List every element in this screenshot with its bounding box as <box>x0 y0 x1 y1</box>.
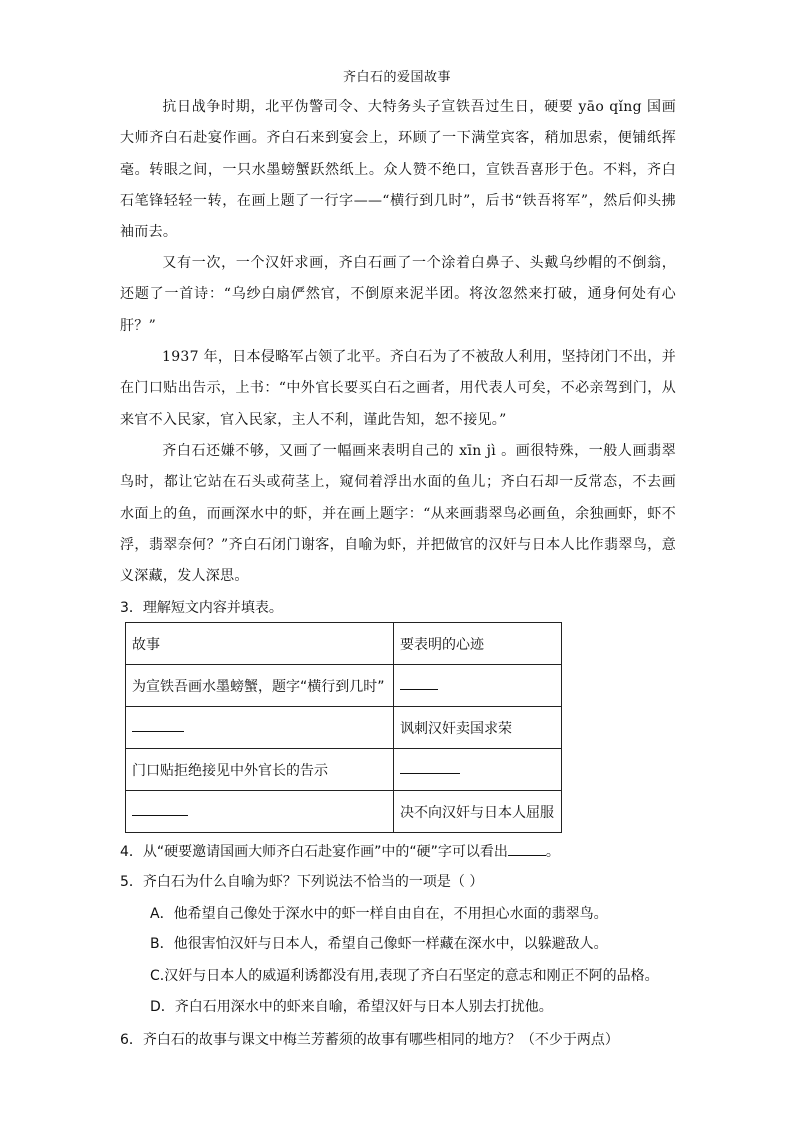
table-header-cell: 要表明的心迹 <box>394 623 562 665</box>
answer-blank-cell[interactable] <box>394 665 562 707</box>
story-paragraph <box>120 92 676 248</box>
table-row <box>126 665 562 707</box>
table-row <box>126 791 562 833</box>
table-header-row <box>126 623 562 665</box>
answer-blank-cell[interactable] <box>126 707 394 749</box>
story-paragraph <box>120 436 676 592</box>
answer-blank[interactable] <box>132 719 184 732</box>
question-4-end: 。 <box>545 844 560 860</box>
answer-table <box>125 622 562 833</box>
option-b[interactable]: B．他很害怕汉奸与日本人，希望自己像虾一样藏在深水中，以躲避敌人。 <box>150 936 608 952</box>
answer-blank[interactable] <box>508 843 546 856</box>
question-4 <box>120 842 560 862</box>
option-a[interactable]: A．他希望自己像处于深水中的虾一样自由自在，不用担心水面的翡翠鸟。 <box>150 906 608 922</box>
question-5: 5．齐白石为什么自喻为虾？下列说法不恰当的一项是（ ） <box>120 874 484 890</box>
option-d[interactable]: D．齐白石用深水中的虾来自喻，希望汉奸与日本人别去打扰他。 <box>150 999 553 1015</box>
story-cell: 门口贴拒绝接见中外官长的告示 <box>126 749 394 791</box>
question-3: 3．理解短文内容并填表。 <box>120 600 283 616</box>
option-c[interactable]: C.汉奸与日本人的威逼利诱都没有用,表现了齐白石坚定的意志和刚正不阿的品格。 <box>150 968 659 984</box>
table-header-cell: 故事 <box>126 623 394 665</box>
answer-blank-cell[interactable] <box>394 749 562 791</box>
story-paragraph <box>120 248 676 342</box>
paragraph-text: 1937 年，日本侵略军占领了北平。齐白石为了不被敌人利用，坚持闭门不出，并在门口贴出告示，上书：“中外官长要买白石之画者，用代表人可矣，不必亲驾到门，从来官不入民家，官入民家，主人不利，谨此告知，恕不接见。” <box>120 349 676 428</box>
table-row <box>126 749 562 791</box>
paragraph-text: 齐白石还嫌不够，又画了一幅画来表明自己的 xīn jì 。画很特殊，一般人画翡翠鸟时，都让它站在石头或荷茎上，窥伺着浮出水面的鱼儿；齐白石却一反常态，不去画水面上的鱼，而画深水中的虾，并在画上题字：“从来画翡翠鸟必画鱼，余独画虾，虾不浮，翡翠奈何？”齐白石闭门谢客，自喻为虾，并把做官的汉奸与日本人比作翡翠鸟，意义深藏，发人深思。 <box>120 443 676 585</box>
answer-blank[interactable] <box>400 677 438 690</box>
story-paragraph <box>120 342 676 436</box>
paragraph-text: 又有一次，一个汉奸求画，齐白石画了一个涂着白鼻子、头戴乌纱帽的不倒翁，还题了一首诗：“乌纱白扇俨然官，不倒原来泥半团。将汝忽然来打破，通身何处有心肝？” <box>120 255 676 334</box>
paragraph-text: 抗日战争时期，北平伪警司令、大特务头子宣铁吾过生日，硬要 yāo qǐng 国画大师齐白石赴宴作画。齐白石来到宴会上，环顾了一下满堂宾客，稍加思索，便铺纸挥毫。转眼之间，一只水墨螃蟹跃然纸上。众人赞不绝口，宣铁吾喜形于色。不料，齐白石笔锋轻轻一转，在画上题了一行字——“横行到几时”，后书“铁吾将军”，然后仰头拂袖而去。 <box>120 99 676 241</box>
question-4-text: 4．从“硬要邀请国画大师齐白石赴宴作画”中的“硬”字可以看出 <box>120 844 508 860</box>
intention-cell: 讽刺汉奸卖国求荣 <box>394 707 562 749</box>
question-6: 6．齐白石的故事与课文中梅兰芳蓄须的故事有哪些相同的地方？（不少于两点） <box>120 1032 619 1048</box>
table-row <box>126 707 562 749</box>
answer-blank-cell[interactable] <box>126 791 394 833</box>
intention-cell: 决不向汉奸与日本人屈服 <box>394 791 562 833</box>
answer-blank[interactable] <box>132 803 188 816</box>
story-title: 齐白石的爱国故事 <box>342 70 451 85</box>
story-cell: 为宣铁吾画水墨螃蟹，题字“横行到几时” <box>126 665 394 707</box>
answer-blank[interactable] <box>400 761 460 774</box>
